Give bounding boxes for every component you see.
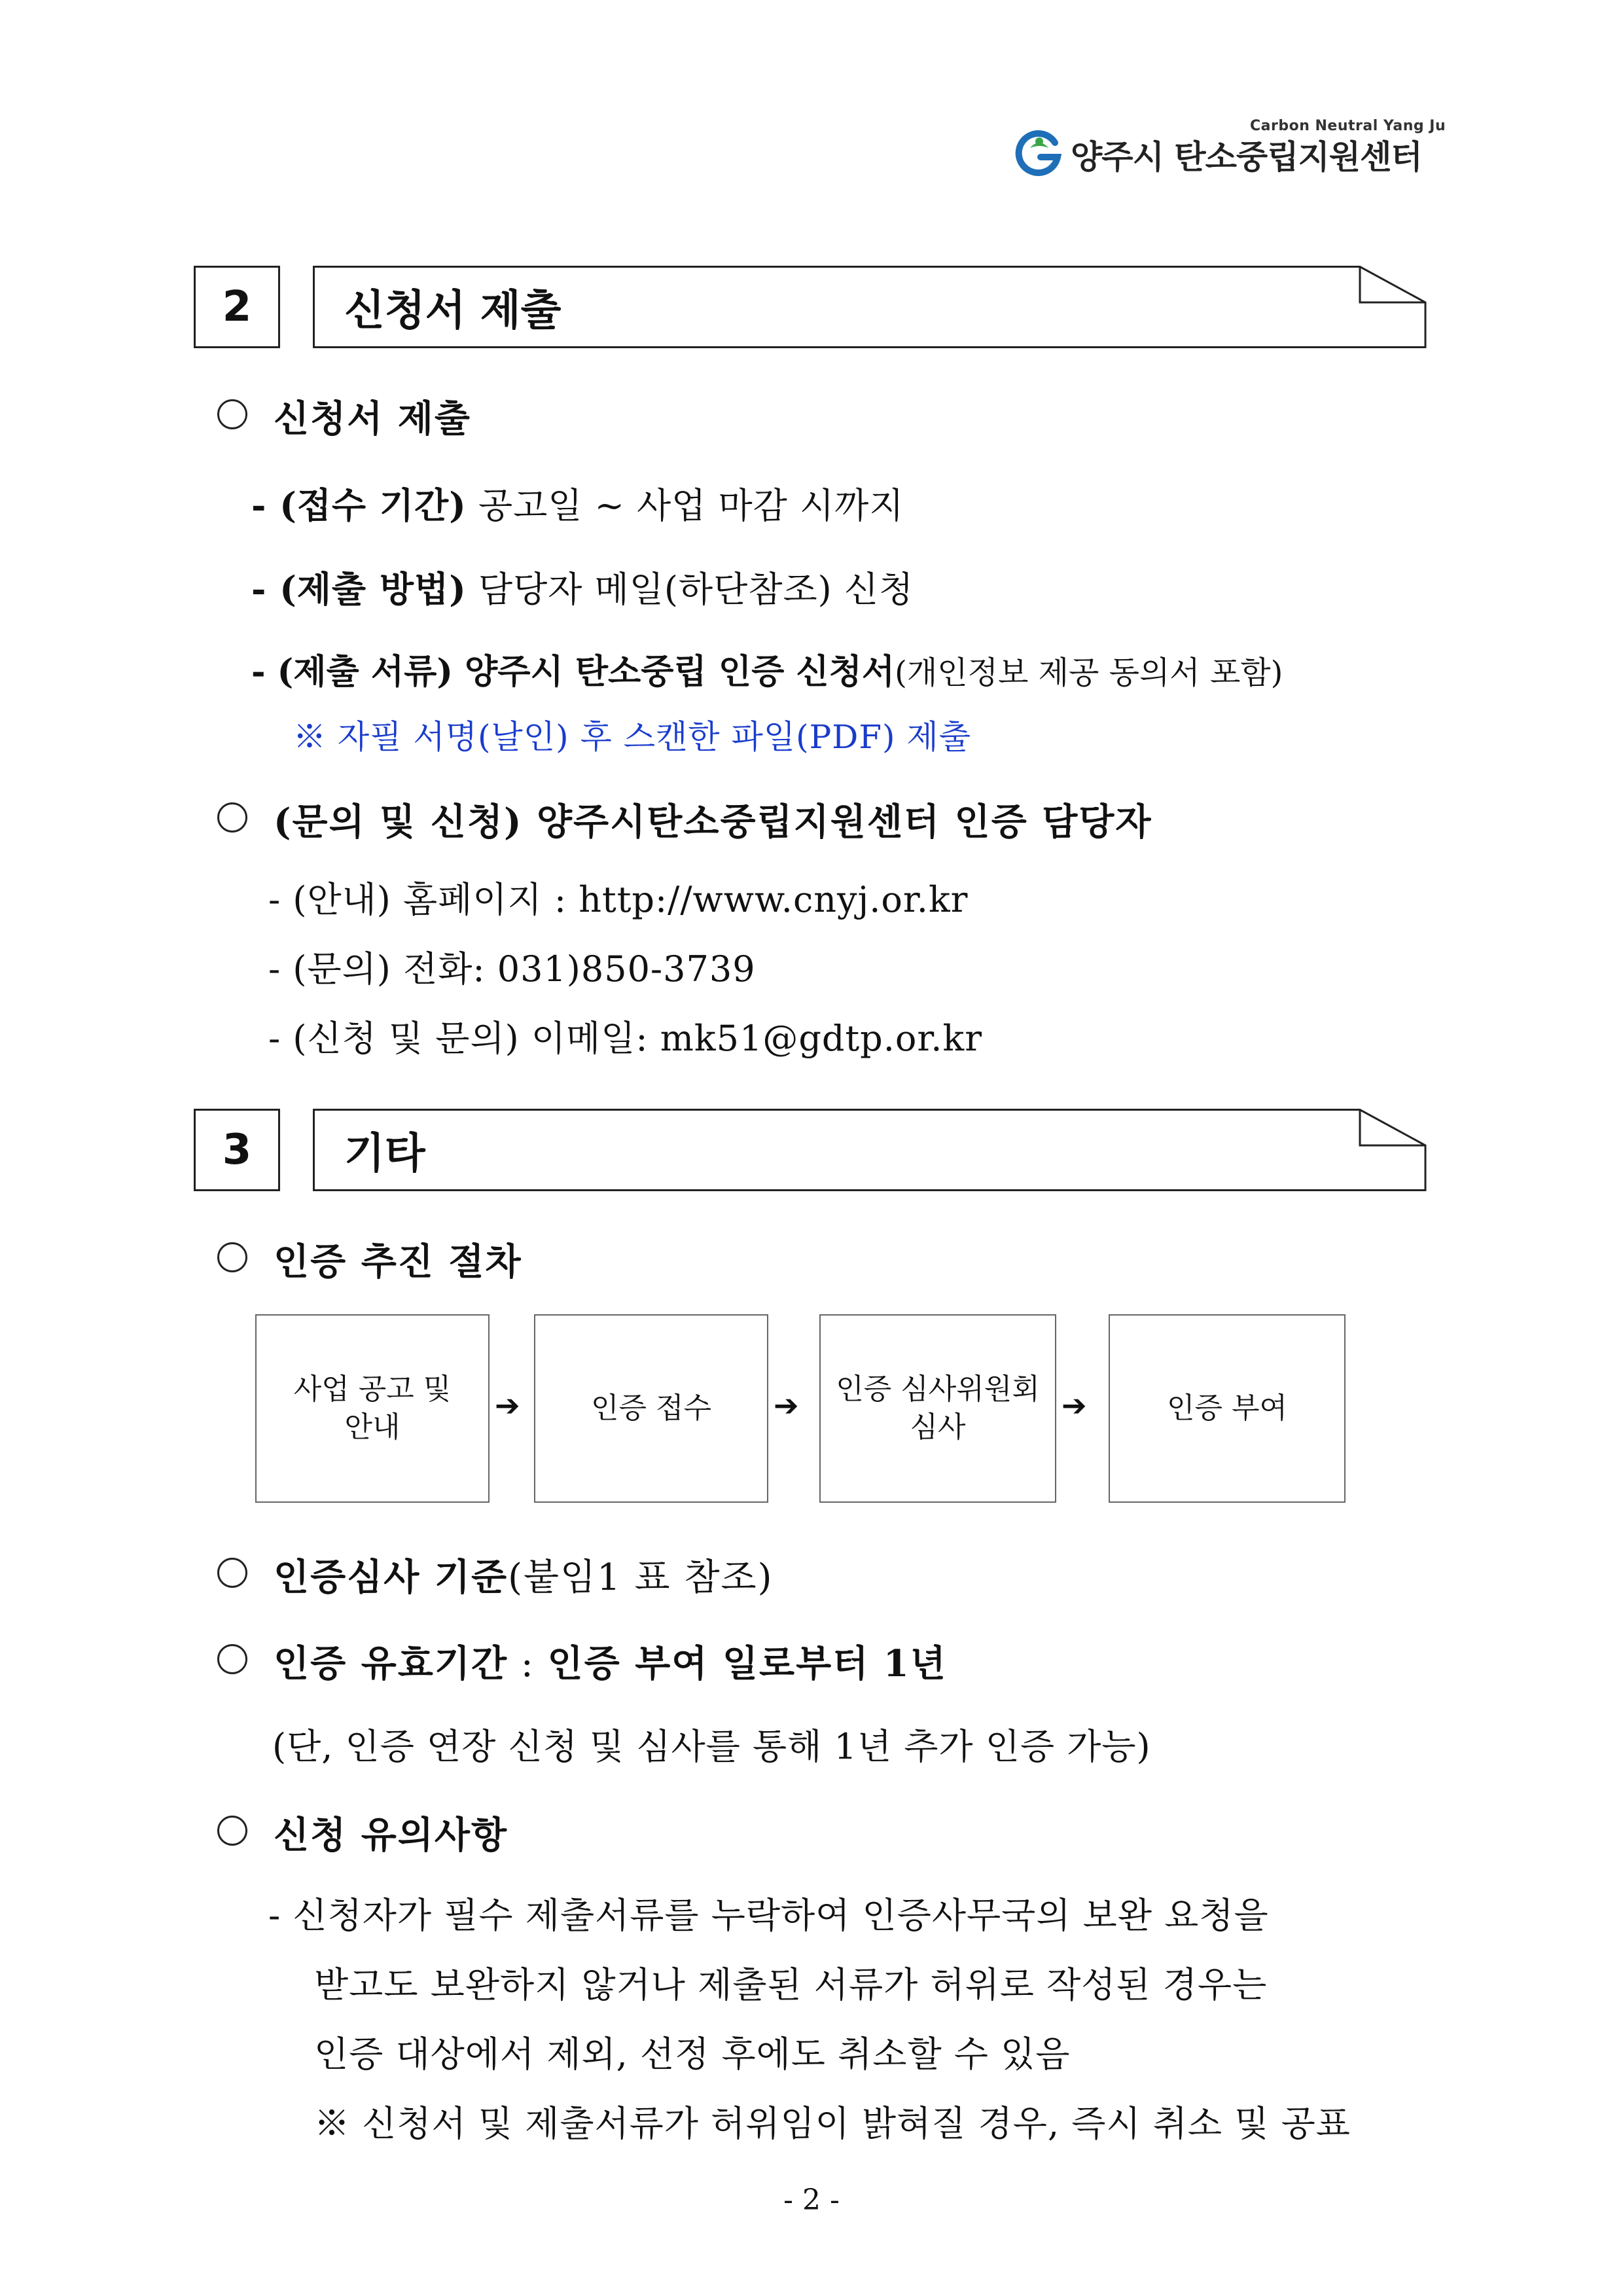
bullet-validity: 인증 유효기간 : 인증 부여 일로부터 1년 xyxy=(274,1642,947,1685)
bullet-process: 인증 추진 절차 xyxy=(274,1240,522,1283)
bullet-contact: (문의 및 신청) 양주시탄소중립지원센터 인증 담당자 xyxy=(274,800,1152,844)
notice-note: ※ 신청서 및 제출서류가 허위임이 밝혀질 경우, 즉시 취소 및 공표 xyxy=(314,2103,1351,2144)
bullet-circle xyxy=(217,1242,247,1272)
section-title: 기타 xyxy=(344,1130,425,1178)
section-title-box xyxy=(313,266,1427,348)
section-number: 2 xyxy=(194,266,280,348)
notice-line: 인증 대상에서 제외, 선정 후에도 취소할 수 있음 xyxy=(314,2034,1071,2075)
item-documents: - (제출 서류) 양주시 탄소중립 인증 신청서(개인정보 제공 동의서 포함) xyxy=(251,652,1283,692)
note-signature: ※ 자필 서명(날인) 후 스캔한 파일(PDF) 제출 xyxy=(293,718,972,756)
bullet-criteria: 인증심사 기준(붙임1 표 참조) xyxy=(274,1556,774,1599)
section-number: 3 xyxy=(194,1109,280,1191)
item-period: - (접수 기간) 공고일 ~ 사업 마감 시까지 xyxy=(251,484,904,526)
bullet-circle xyxy=(217,1816,247,1846)
flow-step-review: 인증 심사위원회 심사 xyxy=(819,1314,1056,1503)
contact-phone: - (문의) 전화: 031)850-3739 xyxy=(268,948,756,990)
logo-name: 양주시 탄소중립지원센터 xyxy=(1071,138,1422,176)
bullet-submission: 신청서 제출 xyxy=(274,397,471,440)
bullet-circle xyxy=(217,1558,247,1588)
notice-line: 받고도 보완하지 않거나 제출된 서류가 허위로 작성된 경우는 xyxy=(314,1964,1268,2005)
contact-homepage: - (안내) 홈페이지 : http://www.cnyj.or.kr xyxy=(268,879,969,920)
arrow-right-icon: ➔ xyxy=(774,1388,799,1423)
bullet-circle xyxy=(217,399,247,429)
flow-step-reception: 인증 접수 xyxy=(534,1314,768,1503)
arrow-right-icon: ➔ xyxy=(495,1388,520,1423)
section-title-box xyxy=(313,1109,1427,1191)
page-number: - 2 - xyxy=(783,2183,840,2217)
item-method: - (제출 방법) 담당자 메일(하단참조) 신청 xyxy=(251,568,914,610)
bullet-circle xyxy=(217,1644,247,1674)
bullet-circle xyxy=(217,802,247,833)
flow-step-announcement: 사업 공고 및 안내 xyxy=(255,1314,490,1503)
flow-step-granting: 인증 부여 xyxy=(1109,1314,1346,1503)
validity-note: (단, 인증 연장 신청 및 심사를 통해 1년 추가 인증 가능) xyxy=(272,1726,1151,1767)
notice-line: - 신청자가 필수 제출서류를 누락하여 인증사무국의 보완 요청을 xyxy=(268,1895,1269,1936)
arrow-right-icon: ➔ xyxy=(1061,1388,1087,1423)
contact-email: - (신청 및 문의) 이메일: mk51@gdtp.or.kr xyxy=(268,1018,983,1059)
bullet-notice: 신청 유의사항 xyxy=(274,1814,508,1857)
section-title: 신청서 제출 xyxy=(344,287,562,335)
logo-icon xyxy=(1014,128,1064,178)
logo-subtitle: Carbon Neutral Yang Ju xyxy=(1250,118,1446,134)
